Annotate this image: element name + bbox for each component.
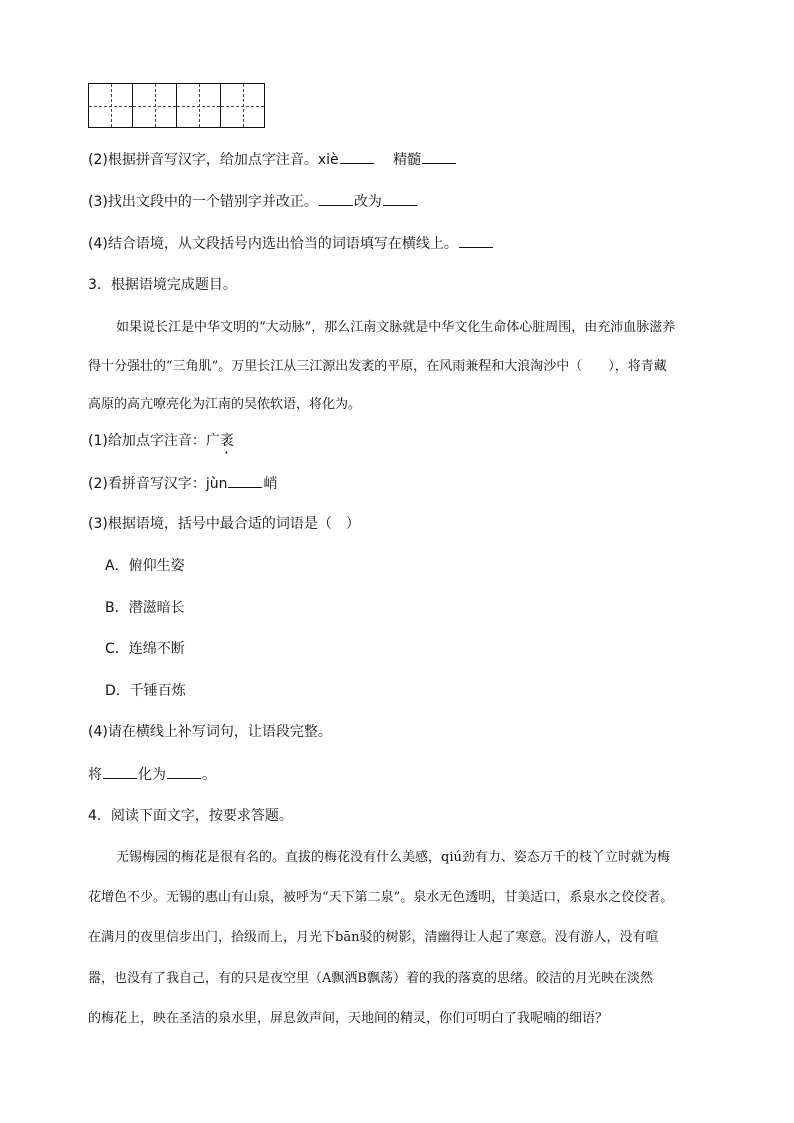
option-c[interactable]: C．连绵不断 bbox=[105, 641, 185, 657]
q4-passage-line: 在满月的夜里信步出门，拾级而上，月光下bān驳的树影，清幽得让人起了寒意。没有游人，没有喧 bbox=[88, 930, 659, 945]
grid-cell[interactable] bbox=[176, 83, 221, 128]
q3-passage-line: 高原的高亢嘹亮化为江南的吴侬软语，将化为。 bbox=[88, 397, 362, 412]
q4-passage-line: 的梅花上，映在圣洁的泉水里，屏息敛声间，天地间的精灵，你们可明白了我呢喃的细语？ bbox=[88, 1011, 609, 1026]
grid-cell[interactable] bbox=[88, 83, 133, 128]
q2-sub3: (3)找出文段中的一个错别字并改正。 改为 bbox=[88, 191, 418, 212]
answer-blank[interactable] bbox=[319, 191, 353, 206]
q4-passage-line: 无锡梅园的梅花是很有名的。直拔的梅花没有什么美感，qiú劲有力、姿态万千的枝丫立时就为梅 bbox=[116, 850, 670, 865]
q3-sub2: (2)看拼音写汉字：jùn 峭 bbox=[88, 473, 277, 494]
grid-cell[interactable] bbox=[220, 83, 265, 128]
q4-title: 4．阅读下面文字，按要求答题。 bbox=[88, 808, 293, 824]
answer-blank[interactable] bbox=[228, 473, 262, 488]
q3-sub4: (4)请在横线上补写词句，让语段完整。 bbox=[88, 724, 332, 740]
option-a[interactable]: A．俯仰生姿 bbox=[105, 558, 185, 574]
q3-title: 3．根据语境完成题目。 bbox=[88, 277, 237, 293]
answer-blank[interactable] bbox=[422, 149, 456, 164]
emphasized-char: 袤 bbox=[219, 433, 234, 449]
answer-blank[interactable] bbox=[103, 764, 137, 779]
q4-passage-line: 嚣，也没有了我自己，有的只是夜空里（A飘洒B飘荡）着的我的落寞的思绪。皎洁的月光映在淡然 bbox=[88, 971, 653, 986]
option-d[interactable]: D．千锤百炼 bbox=[105, 683, 186, 699]
q3-fill: 将 化为 。 bbox=[88, 764, 216, 785]
q3-passage-line: 得十分强壮的“三角肌”。万里长江从三江源出发袤的平原，在风雨兼程和大浪淘沙中（ ），将青藏 bbox=[88, 359, 667, 374]
q4-passage-line: 花增色不少。无锡的惠山有山泉，被呼为“天下第二泉”。泉水无色透明，甘美适口，系泉水之佼佼者。 bbox=[88, 890, 674, 905]
option-b[interactable]: B．潜滋暗长 bbox=[105, 600, 185, 616]
q2-sub4: (4)结合语境，从文段括号内选出恰当的词语填写在横线上。 bbox=[88, 233, 494, 254]
answer-blank[interactable] bbox=[459, 233, 493, 248]
grid-cell[interactable] bbox=[132, 83, 177, 128]
q3-sub3: (3)根据语境，括号中最合适的词语是（ ） bbox=[88, 516, 360, 532]
answer-blank[interactable] bbox=[340, 149, 374, 164]
q2-sub2: (2)根据拼音写汉字，给加点字注音。xiè 精髓 bbox=[88, 149, 457, 170]
answer-blank[interactable] bbox=[383, 191, 417, 206]
q3-passage-line: 如果说长江是中华文明的“大动脉”，那么江南文脉就是中华文化生命体心脏周围，由充沛血脉滋养 bbox=[116, 320, 676, 335]
q3-sub1: (1)给加点字注音：广袤 bbox=[88, 433, 234, 449]
tian-zi-grid bbox=[88, 83, 265, 128]
answer-blank[interactable] bbox=[167, 764, 201, 779]
